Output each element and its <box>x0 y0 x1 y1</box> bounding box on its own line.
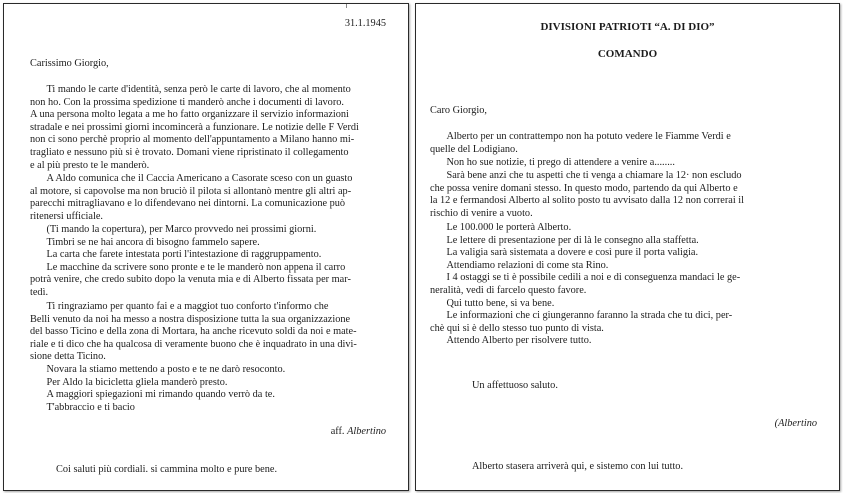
paragraph-line: T'abbraccio e ti bacio <box>46 401 135 413</box>
paragraph-line: al motore, si capovolse ma non bruciò il pilota si allontanò mentre gli altri ap- <box>30 185 352 197</box>
paragraph-line: e al più presto te le manderò. <box>30 159 150 171</box>
signoff-prefix: aff. <box>330 426 345 437</box>
paragraph-line: A maggiori spiegazioni mi rimando quando verrò da te. <box>46 389 275 401</box>
paragraph-line: non ho. Con la prossima spedizione ti manderò anche i documenti di lavoro. <box>30 96 344 108</box>
paragraph-line: stradale e nei prossimi giorni incomincerà a funzionare. Le notizie delle F Verdi <box>30 121 359 133</box>
signature: Albertino <box>347 426 386 437</box>
paragraph-line: La carta che farete intestata porti l'intestazione di raggruppamento. <box>46 249 322 261</box>
paragraph-line: quelle del Lodigiano. <box>430 143 518 155</box>
letter-paragraph <box>430 157 819 170</box>
paragraph-line: Le macchine da scrivere sono pronte e te le manderò non appena il carro <box>46 261 346 273</box>
paragraph-line: potrà venire, che credo subito dopo la venuta mia e di Alberto fissata per mar- <box>30 274 351 286</box>
letter-paragraph <box>430 222 819 348</box>
paragraph-line: Sarà bene anzi che tu aspetti che ti venga a chiamare la 12· non escludo <box>446 170 742 181</box>
letter-paragraph <box>30 224 387 300</box>
letter-date: 31.1.1945 <box>344 18 386 29</box>
letter-paragraph <box>30 301 387 414</box>
letter-paragraph <box>430 170 819 220</box>
letter-salutation: Caro Giorgio, <box>430 105 488 116</box>
paragraph-line: Novara la stiamo mettendo a posto e te ne darò resoconto. <box>46 363 286 375</box>
paragraph-line: Timbri se ne hai ancora di bisogno fammelo sapere. <box>46 236 260 248</box>
paragraph-line: non ci sono perchè proprio al momento dell'appuntamento a Milano hanno mi- <box>30 134 355 146</box>
letterhead-subtitle: COMANDO <box>597 48 658 60</box>
paragraph-line: Le lettere di presentazione per di là le consegno alla staffetta. <box>446 234 699 246</box>
letter-postscript: Coi saluti più cordiali. si cammina molto e pure bene. <box>56 464 278 475</box>
paragraph-line: La valigia sarà sistemata a dovere e così pure il porta valigia. <box>446 247 699 259</box>
paragraph-line: Belli venuto da noi ha messo a nostra disposizione tutta la sua organizzazione <box>30 313 351 325</box>
letter-paragraph <box>30 84 387 172</box>
paragraph-line: tragliato e nessuno più si è trovato. Domani viene ripristinato il collegamento <box>30 146 349 158</box>
paragraph-line: Qui tutto bene, si va bene. <box>446 297 555 309</box>
letter-signoff <box>331 426 386 439</box>
paragraph-line: Per Aldo la bicicletta gliela manderò presto. <box>46 376 228 388</box>
letter-page-right <box>415 3 840 491</box>
paragraph-line: Le 100.000 le porterà Alberto. <box>446 222 572 233</box>
paragraph-line: Non ho sue notizie, ti prego di attendere a venire a........ <box>446 157 675 168</box>
paragraph-line: la 12 e fermandosi Alberto al solito posto tu avvisato dalla 12 non correrai il <box>430 195 744 207</box>
paragraph-line: (Ti mando la copertura), per Marco provvedo nei prossimi giorni. <box>46 224 317 235</box>
letter-postscript: Alberto stasera arriverà qui, e sistemo con lui tutto. <box>472 461 684 472</box>
paragraph-line: neralità, vedi di farcelo questo favore. <box>430 284 587 296</box>
letter-salutation: Carissimo Giorgio, <box>30 58 109 69</box>
paragraph-line: sione detta Ticino. <box>30 351 106 363</box>
paragraph-line: Attendo Alberto per risolvere tutto. <box>446 335 592 347</box>
scan-mark <box>346 4 347 8</box>
paragraph-line: del basso Ticino e della zona di Mortara, ha anche ricevuto soldi da noi e mate- <box>30 326 357 338</box>
letter-paragraph <box>30 173 387 223</box>
letterhead-title: DIVISIONI PATRIOTI “A. DI DIO” <box>540 21 715 33</box>
paragraph-line: ritenersi ufficiale. <box>30 210 103 222</box>
paragraph-line: Le informazioni che ci giungeranno faranno la strada che tu dici, per- <box>446 310 733 322</box>
paragraph-line: Ti ringraziamo per quanto fai e a maggiot tuo conforto t'informo che <box>46 301 329 312</box>
paragraph-line: rischio di venire a vuoto. <box>430 207 533 219</box>
letter-closing: Un affettuoso saluto. <box>472 380 558 391</box>
paragraph-line: tedì. <box>30 286 49 298</box>
paragraph-line: Attendiamo relazioni di come sta Rino. <box>446 259 609 271</box>
signature: (Albertino <box>774 418 817 429</box>
paragraph-line: I 4 ostaggi se ti è possibile cedili a noi e di conseguenza mandaci le ge- <box>446 272 741 284</box>
paragraph-line: che possa venire domani stesso. In questo modo, partendo da qui Alberto e <box>430 182 738 194</box>
letter-page-left <box>3 3 409 491</box>
paragraph-line: riale e ti dico che ha qualcosa di veramente buono che è inquadrato in una divi- <box>30 338 357 350</box>
paragraph-line: chè qui si è dello stesso tuo punto di vista. <box>430 322 604 334</box>
paragraph-line: parecchi mitragliavano e lo difendevano nei dintorni. La comunicazione può <box>30 198 346 210</box>
paragraph-line: Alberto per un contrattempo non ha potuto vedere le Fiamme Verdi e <box>446 131 731 142</box>
letter-paragraph <box>430 131 819 156</box>
paragraph-line: Ti mando le carte d'identità, senza però le carte di lavoro, che al momento <box>46 84 351 95</box>
paragraph-line: A una persona molto legata a me ho fatto organizzare il servizio informazioni <box>30 109 349 121</box>
paragraph-line: A Aldo comunica che il Caccia Americano a Casorate sceso con un guasto <box>46 173 353 184</box>
